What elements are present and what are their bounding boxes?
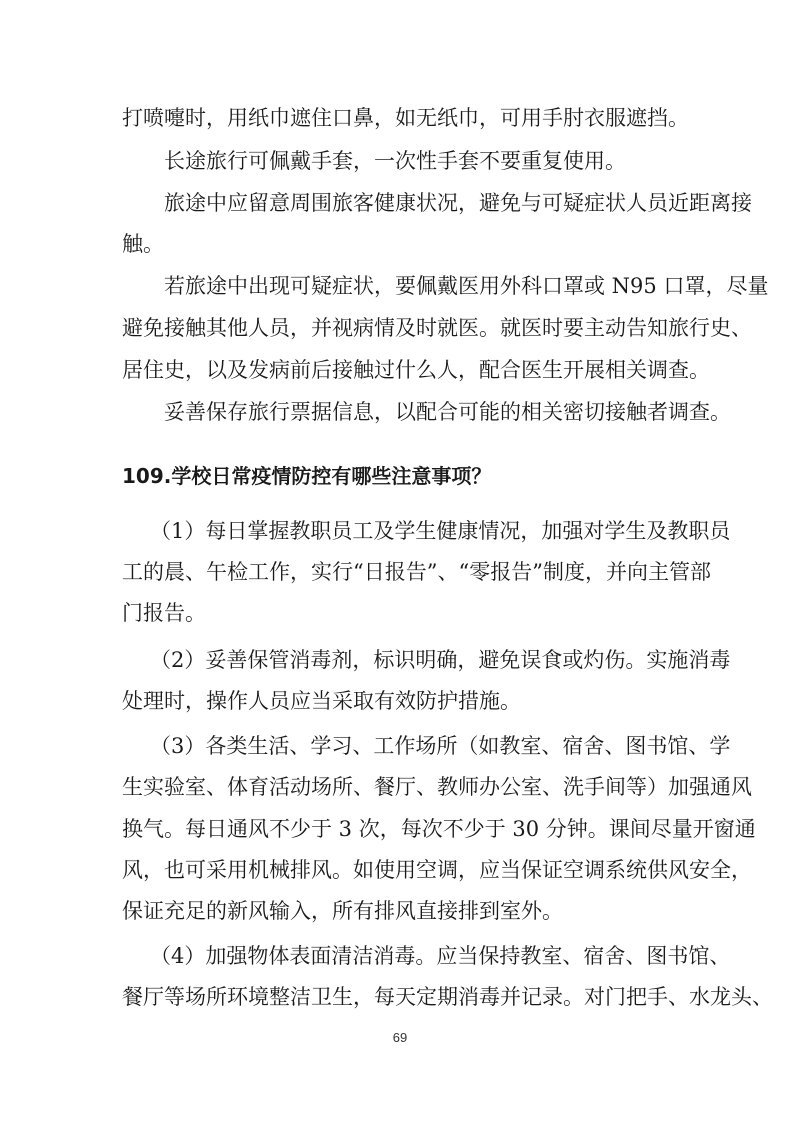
list-item-line: （2）妥善保管消毒剂，标识明确，避免误食或灼伤。实施消毒 bbox=[150, 648, 731, 672]
list-item-line: 处理时，操作人员应当采取有效防护措施。 bbox=[122, 689, 521, 713]
page-number: 69 bbox=[392, 1030, 408, 1045]
list-item-line: 生实验室、体育活动场所、餐厅、教师办公室、洗手间等）加强通风 bbox=[122, 775, 752, 799]
paragraph-line: 打喷嚏时，用纸巾遮住口鼻，如无纸巾，可用手肘衣服遮挡。 bbox=[122, 106, 689, 130]
paragraph-line: 居住史，以及发病前后接触过什么人，配合医生开展相关调查。 bbox=[122, 358, 710, 382]
paragraph-line: 避免接触其他人员，并视病情及时就医。就医时要主动告知旅行史、 bbox=[122, 316, 752, 340]
list-item-line: 门报告。 bbox=[122, 601, 206, 625]
question-heading: 109.学校日常疫情防控有哪些注意事项？ bbox=[122, 464, 492, 488]
list-item-line: 餐厅等场所环境整洁卫生，每天定期消毒并记录。对门把手、水龙头、 bbox=[122, 985, 773, 1009]
list-item-line: 工的晨、午检工作，实行“日报告”、“零报告”制度，并向主管部 bbox=[122, 560, 711, 584]
list-item-line: （4）加强物体表面清洁消毒。应当保持教室、宿舍、图书馆、 bbox=[150, 944, 731, 968]
list-item-line: 换气。每日通风不少于 3 次，每次不少于 30 分钟。课间尽量开窗通 bbox=[122, 817, 756, 841]
paragraph-line: 长途旅行可佩戴手套，一次性手套不要重复使用。 bbox=[164, 149, 626, 173]
paragraph-line: 触。 bbox=[122, 232, 164, 256]
list-item-line: （3）各类生活、学习、工作场所（如教室、宿舍、图书馆、学 bbox=[150, 734, 731, 758]
list-item-line: （1）每日掌握教职员工及学生健康情况，加强对学生及教职员 bbox=[150, 519, 731, 543]
paragraph-line: 妥善保存旅行票据信息，以配合可能的相关密切接触者调查。 bbox=[164, 400, 731, 424]
paragraph-line: 若旅途中出现可疑症状，要佩戴医用外科口罩或 N95 口罩，尽量 bbox=[164, 274, 769, 298]
list-item-line: 保证充足的新风输入，所有排风直接排到室外。 bbox=[122, 899, 563, 923]
paragraph-line: 旅途中应留意周围旅客健康状况，避免与可疑症状人员近距离接 bbox=[164, 191, 752, 215]
list-item-line: 风，也可采用机械排风。如使用空调，应当保证空调系统供风安全， bbox=[122, 858, 752, 882]
